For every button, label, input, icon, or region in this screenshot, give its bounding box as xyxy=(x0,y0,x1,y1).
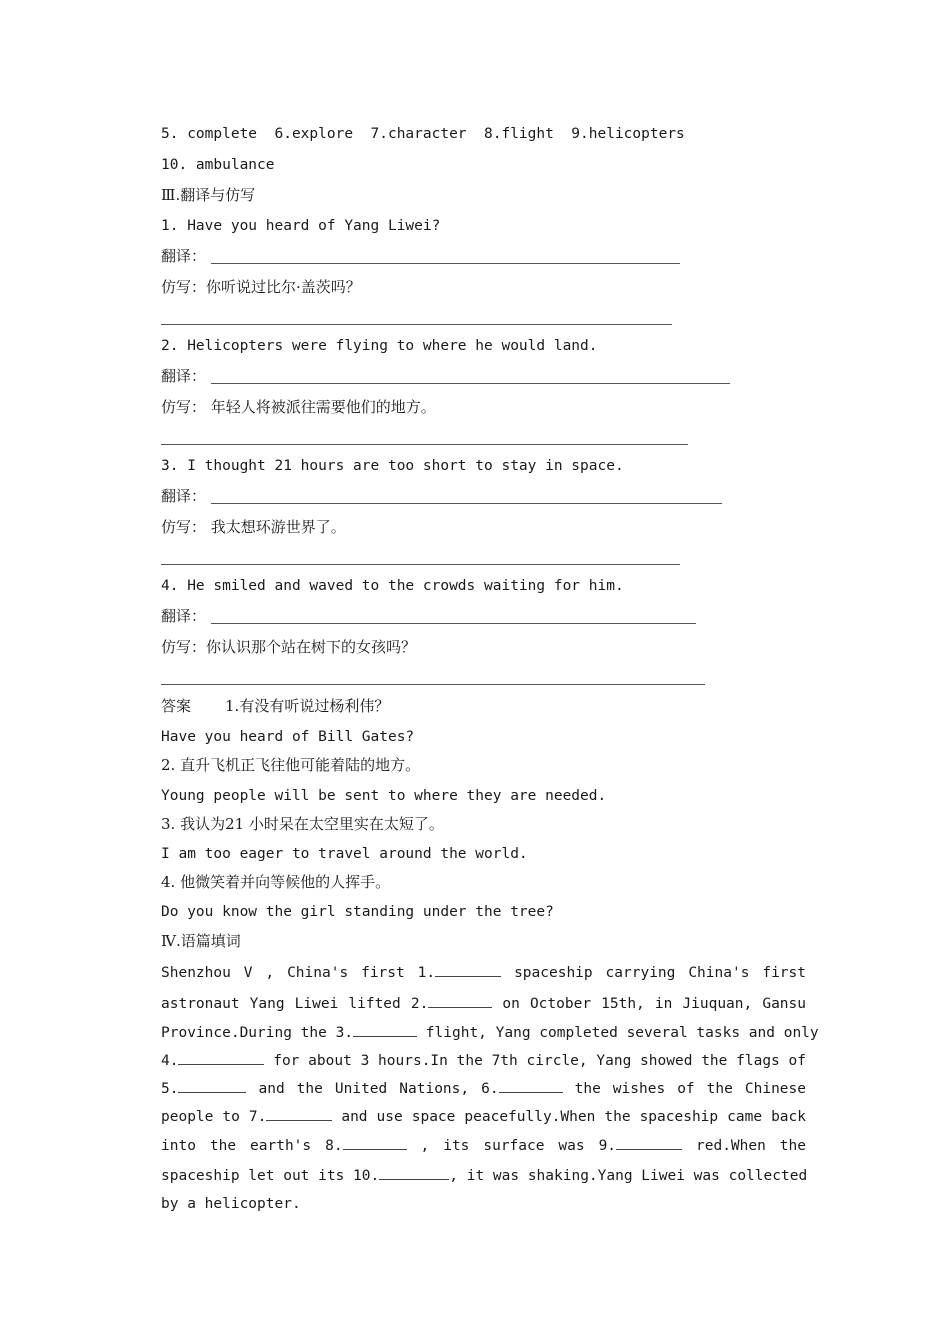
sentence-4: 4. He smiled and waved to the crowds waiting for him. xyxy=(161,578,624,594)
passage-text: 4. xyxy=(161,1053,179,1069)
answer-key-line-6: I am too eager to travel around the world. xyxy=(161,846,528,862)
answer-blank[interactable] xyxy=(161,324,672,325)
imitate-prompt-1 xyxy=(161,277,361,297)
passage-line xyxy=(161,1022,819,1043)
fill-blank-9[interactable] xyxy=(616,1135,682,1150)
passage-text: for about 3 hours.In the 7th circle, Yang showed the flags of xyxy=(264,1053,806,1069)
answer-key-line-1 xyxy=(161,696,389,716)
passage-line xyxy=(161,1194,806,1214)
fill-blank-1[interactable] xyxy=(435,962,501,977)
imitate-label: 仿写： xyxy=(161,518,207,536)
passage-line xyxy=(161,1165,806,1186)
passage-text: into the earth's 8. xyxy=(161,1138,343,1154)
passage-text: red.When the xyxy=(682,1138,806,1154)
passage-text: by a helicopter. xyxy=(161,1196,301,1212)
imitate-text: 年轻人将被派往需要他们的地方。 xyxy=(206,398,436,416)
sentence-3: 3. I thought 21 hours are too short to stay in space. xyxy=(161,458,624,474)
answer-key-label: 答案 xyxy=(161,697,192,715)
passage-text: , its surface was 9. xyxy=(406,1138,617,1154)
translate-label-3: 翻译： xyxy=(161,487,207,505)
translate-label-1: 翻译： xyxy=(161,247,207,265)
imitate-prompt-4 xyxy=(161,637,416,657)
sentence-2: 2. Helicopters were flying to where he would land. xyxy=(161,338,598,354)
passage-line xyxy=(161,993,806,1014)
passage-text: 5. xyxy=(161,1081,179,1097)
imitate-label: 仿写： xyxy=(161,638,207,656)
answer-blank[interactable] xyxy=(211,263,680,264)
passage-text: spaceship let out its 10. xyxy=(161,1168,380,1184)
translate-label-2: 翻译： xyxy=(161,367,207,385)
passage-text: Province.During the 3. xyxy=(161,1025,354,1041)
imitate-text: 你听说过比尔·盖茨吗？ xyxy=(206,278,361,296)
imitate-text: 你认识那个站在树下的女孩吗？ xyxy=(206,638,417,656)
answers-line-1: 5. complete 6.explore 7.character 8.flight 9.helicopters xyxy=(161,126,685,142)
passage-line xyxy=(161,962,806,983)
answer-blank[interactable] xyxy=(161,684,705,685)
answer-key-line-2: Have you heard of Bill Gates? xyxy=(161,729,415,745)
answer-key-line-7: 4. 他微笑着并向等候他的人挥手。 xyxy=(161,873,391,891)
answer-key-line-3: 2. 直升飞机正飞往他可能着陆的地方。 xyxy=(161,756,421,774)
answer-blank[interactable] xyxy=(211,383,730,384)
passage-text: people to 7. xyxy=(161,1109,267,1125)
passage-text: on October 15th, in Jiuquan, Gansu xyxy=(492,996,806,1012)
translate-label-4: 翻译： xyxy=(161,607,207,625)
imitate-prompt-2 xyxy=(161,397,436,417)
sentence-1: 1. Have you heard of Yang Liwei? xyxy=(161,218,441,234)
imitate-text: 我太想环游世界了。 xyxy=(206,518,346,536)
passage-line xyxy=(161,1078,806,1099)
passage-text: and the United Nations, 6. xyxy=(246,1081,499,1097)
fill-blank-8[interactable] xyxy=(343,1135,407,1150)
passage-line xyxy=(161,1106,806,1127)
answer-blank[interactable] xyxy=(211,503,722,504)
fill-blank-6[interactable] xyxy=(499,1078,563,1093)
passage-text: flight, Yang completed several tasks and only xyxy=(417,1025,819,1041)
passage-text: spaceship carrying China's first xyxy=(501,965,806,981)
answer-text: 1.有没有听说过杨利伟？ xyxy=(225,697,390,715)
fill-blank-3[interactable] xyxy=(353,1022,417,1037)
fill-blank-4[interactable] xyxy=(178,1050,264,1065)
answer-blank[interactable] xyxy=(161,564,680,565)
imitate-label: 仿写： xyxy=(161,278,207,296)
section-heading: Ⅲ.翻译与仿写 xyxy=(161,186,256,204)
section-heading-4: Ⅳ.语篇填词 xyxy=(161,932,241,950)
answer-blank[interactable] xyxy=(211,623,696,624)
fill-blank-10[interactable] xyxy=(379,1165,449,1180)
fill-blank-2[interactable] xyxy=(428,993,492,1008)
answer-key-line-4: Young people will be sent to where they are needed. xyxy=(161,788,607,804)
answers-line-2: 10. ambulance xyxy=(161,157,275,173)
answer-blank[interactable] xyxy=(161,444,688,445)
answer-key-line-5: 3. 我认为21 小时呆在太空里实在太短了。 xyxy=(161,815,444,833)
passage-text: astronaut Yang Liwei lifted 2. xyxy=(161,996,429,1012)
imitate-label: 仿写： xyxy=(161,398,207,416)
passage-text: the wishes of the Chinese xyxy=(562,1081,806,1097)
passage-text: , it was shaking.Yang Liwei was collected xyxy=(449,1168,808,1184)
fill-blank-7[interactable] xyxy=(266,1106,332,1121)
imitate-prompt-3 xyxy=(161,517,346,537)
passage-line xyxy=(161,1135,806,1156)
fill-blank-5[interactable] xyxy=(178,1078,246,1093)
passage-text: and use space peacefully.When the spaceship came back xyxy=(332,1109,806,1125)
passage-line xyxy=(161,1050,806,1071)
answer-key-line-8: Do you know the girl standing under the tree? xyxy=(161,904,554,920)
passage-text: Shenzhou V , China's first 1. xyxy=(161,965,436,981)
